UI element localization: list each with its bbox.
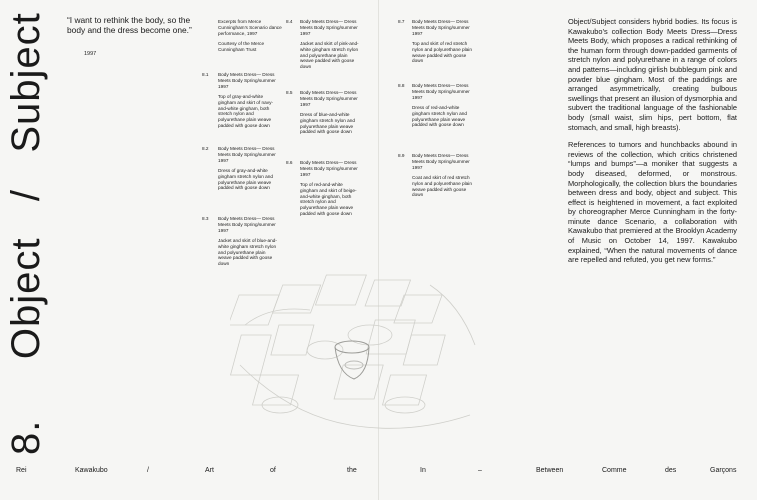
plate-title: Body Meets Dress— Dress Meets Body Spring/summer 1997 (218, 146, 276, 163)
section-title (4, 12, 48, 455)
epigraph-quote: “I want to rethink the body, so the body and the dress become one.” (67, 15, 192, 35)
footer-word: In (420, 467, 426, 474)
plate-title: Body Meets Dress— Dress Meets Body Spring/summer 1997 (412, 19, 470, 36)
plate-caption (412, 83, 472, 132)
footer-word: / (147, 467, 149, 474)
plate-description: Dress of blue-and-white gingham stretch nylon and polyurethane plain weave padded with goose down (300, 111, 355, 135)
footer-word: Between (536, 467, 564, 474)
title-word-object: Object (4, 237, 48, 360)
plate-title: Body Meets Dress— Dress Meets Body Spring/summer 1997 (218, 72, 276, 89)
plate-description: Top and skirt of red stretch nylon and polyurethane plain weave padded with goose down (412, 40, 472, 64)
credit-source: Excerpts from Merce Cunningham’s Scenario dance performance, 1997 (218, 19, 282, 36)
plate-description: Coat and skirt of red stretch nylon and polyurethane plain weave padded with goose down (412, 174, 472, 198)
plate-description: Top of red-and-white gingham and skirt of beige-and-white gingham, both stretch nylon and polyurethane plain weave padded with goose down (300, 181, 357, 217)
credit-courtesy: Courtesy of the Merce Cunningham Trust (218, 40, 265, 52)
garment-line-illustration (230, 265, 490, 445)
footer-word: Art (205, 467, 214, 474)
section-number: 8. (4, 419, 48, 455)
plate-description: Dress of gray-and-white gingham stretch nylon and polyurethane plain weave padded with goose down (218, 167, 273, 191)
essay-text (568, 17, 737, 273)
footer-word: Rei (16, 467, 27, 474)
footer-word: Kawakubo (75, 467, 108, 474)
plate-number: 8.3 (202, 216, 209, 221)
plate-description: Top of gray-and-white gingham and skirt of navy-and-white gingham, both stretch nylon and polyurethane plain weave padded with goose down (218, 93, 273, 129)
plate-number: 8.2 (202, 146, 209, 151)
plate-title: Body Meets Dress— Dress Meets Body Spring/summer 1997 (412, 83, 470, 100)
essay-paragraph-1: Object/Subject considers hybrid bodies. Its focus is Kawakubo’s collection Body Meets Dress—Dress Meets Body, which proposes a radical rethinking of the human form through down-padded garments of stretch nylon and polyurethane in a range of colors and patterns—including girlish bubblegum pink and powder blue gingham. Most of the paddings are arranged asymmetrically, creating bulbous swellings that present an illusion of dysmorphia and subvert the traditional language of the fashionable body (small waist, slim hips, pert bottom, flat stomach, and small, high breasts). (568, 17, 737, 132)
plate-number: 8.7 (398, 19, 405, 24)
epigraph-year: 1997 (84, 51, 97, 57)
plate-number: 8.4 (286, 19, 293, 24)
footer-word: Garçons (710, 467, 737, 474)
plate-number: 8.5 (286, 90, 293, 95)
title-word-subject: Subject (4, 12, 48, 153)
plate-number: 8.9 (398, 153, 405, 158)
plate-caption (300, 160, 360, 221)
plate-description: Dress of red-and-white gingham stretch nylon and polyurethane plain weave padded with goose down (412, 104, 467, 128)
plate-number: 8.8 (398, 83, 405, 88)
plate-title: Body Meets Dress— Dress Meets Body Spring/summer 1997 (218, 216, 276, 233)
plate-title: Body Meets Dress— Dress Meets Body Spring/summer 1997 (300, 160, 358, 177)
footer-word: Comme (602, 467, 627, 474)
plate-caption (218, 216, 278, 271)
essay-paragraph-2: References to tumors and hunchbacks abound in reviews of the collection, which critics christened “lumps and bumps”—a moniker that suggests a body diseased, deformed, or monstrous. Morphologically, the collection blurs the boundaries between dress and body, object and subject. This effect is heightened in movement, a fact exploited by choreographer Merce Cunningham in the forty-minute dance Scenario, a collaboration with Kawakubo that premiered at the Brooklyn Academy of Music on October 14, 1997. Kawakubo explained, “When the natural movements of dance are repelled and refuted, you get new forms.” (568, 140, 737, 265)
plate-caption (218, 146, 278, 195)
plate-caption (412, 19, 472, 68)
plate-caption (300, 90, 360, 139)
plate-title: Body Meets Dress— Dress Meets Body Spring/summer 1997 (300, 90, 358, 107)
plate-number: 8.1 (202, 72, 209, 77)
plate-number: 8.6 (286, 160, 293, 165)
plate-caption (412, 153, 472, 202)
plate-caption (300, 19, 360, 74)
footer-word: the (347, 467, 357, 474)
plate-title: Body Meets Dress— Dress Meets Body Spring/summer 1997 (412, 153, 470, 170)
footer-word: of (270, 467, 276, 474)
plate-description: Jacket and skirt of blue-and-white gingham stretch nylon and polyurethane plain weave padded with goose down (218, 237, 277, 267)
plate-title: Body Meets Dress— Dress Meets Body Spring/summer 1997 (300, 19, 358, 36)
photo-credit (218, 19, 284, 57)
plate-caption (218, 72, 278, 133)
title-slash: / (4, 188, 48, 202)
plate-description: Jacket and skirt of pink-and-white gingham stretch nylon and polyurethane plain weave padded with goose down (300, 40, 359, 70)
footer-word: – (478, 467, 482, 474)
footer-word: des (665, 467, 677, 474)
